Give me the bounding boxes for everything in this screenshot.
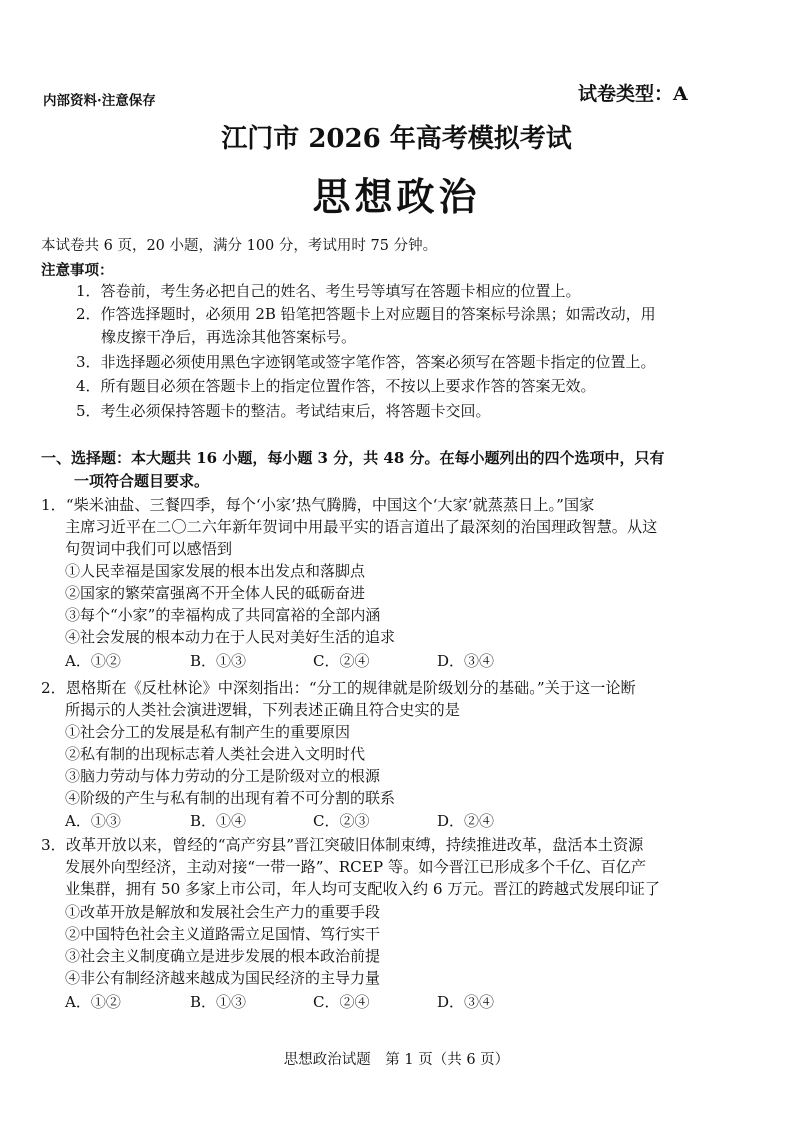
note-item: 2．作答选择题时，必须用 2B 铅笔把答题卡上对应题目的答案标号涂黑；如需改动，用 bbox=[76, 305, 656, 323]
exam-title: 江门市 2026 年高考模拟考试 bbox=[221, 124, 572, 154]
notes-heading: 注意事项： bbox=[41, 262, 114, 279]
option: C．②③ bbox=[313, 812, 370, 830]
statement: ③脑力劳动与体力劳动的分工是阶级对立的根源 bbox=[65, 767, 381, 785]
option: B．①③ bbox=[190, 993, 247, 1011]
statement: ④非公有制经济越来越成为国民经济的主导力量 bbox=[65, 969, 381, 987]
question-stem: 主席习近平在二〇二六年新年贺词中用最平实的语言道出了最深刻的治国理政智慧。从这 bbox=[65, 518, 658, 536]
statement: ②私有制的出现标志着人类社会进入文明时代 bbox=[65, 745, 366, 763]
question-stem: 业集群，拥有 50 多家上市公司，年人均可支配收入约 6 万元。晋江的跨越式发展印证了 bbox=[65, 880, 661, 898]
question-stem: 3．改革开放以来，曾经的“高产穷县”晋江突破旧体制束缚，持续推进改革，盘活本土资源 bbox=[41, 836, 644, 854]
note-item: 4．所有题目必须在答题卡上的指定位置作答，不按以上要求作答的答案无效。 bbox=[76, 377, 596, 395]
question-stem: 所揭示的人类社会演进逻辑，下列表述正确且符合史实的是 bbox=[65, 701, 460, 719]
notes-list bbox=[0, 280, 793, 430]
option: C．②④ bbox=[313, 993, 370, 1011]
statement: ②国家的繁荣富强离不开全体人民的砥砺奋进 bbox=[65, 584, 366, 602]
option: A．①③ bbox=[65, 812, 121, 830]
option: B．①④ bbox=[190, 812, 247, 830]
option: D．③④ bbox=[437, 652, 495, 670]
statement: ④社会发展的根本动力在于人民对美好生活的追求 bbox=[65, 628, 396, 646]
statement: ②中国特色社会主义道路需立足国情、笃行实干 bbox=[65, 925, 381, 943]
note-item: 3．非选择题必须使用黑色字迹钢笔或签字笔作答，答案必须写在答题卡指定的位置上。 bbox=[76, 353, 656, 371]
paper-intro: 本试卷共 6 页，20 小题，满分 100 分，考试用时 75 分钟。 bbox=[41, 238, 438, 254]
section-heading: 一、选择题：本大题共 16 小题，每小题 3 分，共 48 分。在每小题列出的四个选项中，只有 bbox=[41, 449, 665, 467]
question-stem: 句贺词中我们可以感悟到 bbox=[65, 540, 233, 558]
question-3 bbox=[0, 834, 793, 1014]
statement: ③每个“小家”的幸福构成了共同富裕的全部内涵 bbox=[65, 606, 381, 624]
statement: ①人民幸福是国家发展的根本出发点和落脚点 bbox=[65, 562, 366, 580]
statement: ①社会分工的发展是私有制产生的重要原因 bbox=[65, 723, 351, 741]
option: D．③④ bbox=[437, 993, 495, 1011]
subject-title: 思想政治 bbox=[312, 175, 481, 219]
question-stem: 2．恩格斯在《反杜林论》中深刻指出：“分工的规律就是阶级划分的基础。”关于这一论断 bbox=[41, 679, 636, 697]
option: B．①③ bbox=[190, 652, 247, 670]
question-stem: 1．“柴米油盐、三餐四季，每个‘小家’热气腾腾，中国这个‘大家’就蒸蒸日上。”国家 bbox=[41, 496, 595, 514]
statement: ①改革开放是解放和发展社会生产力的重要手段 bbox=[65, 903, 381, 921]
option: D．②④ bbox=[437, 812, 495, 830]
section-heading-cont: 一项符合题目要求。 bbox=[74, 472, 210, 490]
statement: ④阶级的产生与私有制的出现有着不可分割的联系 bbox=[65, 789, 396, 807]
question-2 bbox=[0, 677, 793, 830]
note-item: 1．答卷前，考生务必把自己的姓名、考生号等填写在答题卡相应的位置上。 bbox=[76, 282, 581, 300]
question-1 bbox=[0, 494, 793, 674]
question-stem: 发展外向型经济，主动对接“一带一路”、RCEP 等。如今晋江已形成多个千亿、百亿产 bbox=[65, 858, 647, 876]
page-footer: 思想政治试题 第 1 页（共 6 页） bbox=[283, 1052, 510, 1068]
confidential-label: 内部资料·注意保存 bbox=[43, 93, 156, 109]
note-item: 橡皮擦干净后，再选涂其他答案标号。 bbox=[101, 328, 357, 346]
option: A．①② bbox=[65, 652, 121, 670]
option: A．①② bbox=[65, 993, 121, 1011]
note-item: 5．考生必须保持答题卡的整洁。考试结束后，将答题卡交回。 bbox=[76, 402, 491, 420]
option: C．②④ bbox=[313, 652, 370, 670]
paper-type-label: 试卷类型：A bbox=[578, 83, 688, 105]
statement: ③社会主义制度确立是进步发展的根本政治前提 bbox=[65, 947, 381, 965]
